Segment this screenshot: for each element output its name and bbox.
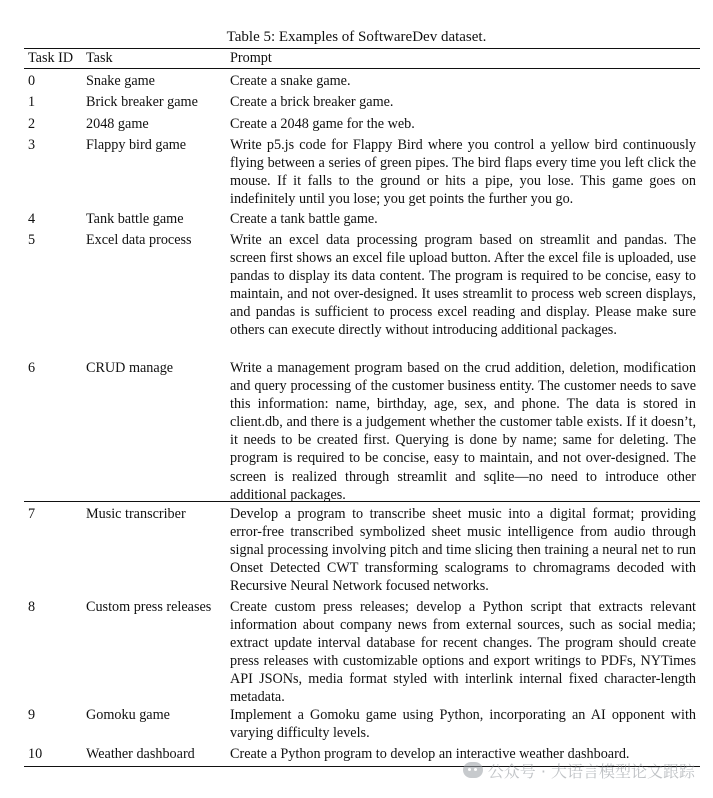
row-task: Gomoku game	[86, 707, 170, 723]
row-prompt: Write a management program based on the crud addition, deletion, modification and query processing of the customer business entity. The customer needs to save this information: name, birthday, age, sex, and phone. The data is stored in client.db, and there is a judgement whether the customer table exists. If it doesn’t, it needs to be created first. Querying is done by name; same for deleting. The program is required to be concise, easy to maintain, and not over-designed. The screen is realized through streamlit and sqlite—no need to introduce other additional packages.	[230, 360, 696, 503]
row-id: 0	[28, 73, 36, 89]
row-id: 4	[28, 211, 36, 227]
row-task: 2048 game	[86, 116, 149, 132]
row-id: 1	[28, 94, 36, 110]
watermark	[463, 758, 695, 782]
row-task: CRUD manage	[86, 360, 174, 376]
table-caption: Table 5: Examples of SoftwareDev dataset.	[226, 29, 487, 45]
row-id: 5	[28, 232, 36, 248]
row-id: 3	[28, 137, 36, 153]
row-task: Flappy bird game	[86, 137, 187, 153]
row-id: 2	[28, 116, 36, 132]
header-rule	[24, 68, 700, 69]
row-id: 7	[28, 506, 36, 522]
row-task: Snake game	[86, 73, 155, 89]
row-task: Brick breaker game	[86, 94, 198, 110]
row-prompt: Create a brick breaker game.	[230, 94, 394, 110]
row-prompt: Create a Python program to develop an interactive weather dashboard.	[230, 746, 630, 762]
header-task-id: Task ID	[28, 50, 74, 66]
section-rule	[24, 501, 700, 502]
row-task: Custom press releases	[86, 599, 212, 615]
row-prompt: Create a tank battle game.	[230, 211, 378, 227]
header-task: Task	[86, 50, 113, 66]
wechat-icon	[463, 762, 483, 778]
row-task: Weather dashboard	[86, 746, 195, 762]
row-prompt: Create custom press releases; develop a Python script that extracts relevant information about company news from external sources, such as social media; extract update interval database for recent changes. The program should create press releases with customizable options and export writings to PDFs, NYTimes API JSONs, media format styled with interlink internal fixed character-length metadata.	[230, 599, 696, 706]
row-task: Tank battle game	[86, 211, 184, 227]
row-prompt: Write an excel data processing program based on streamlit and pandas. The screen first shows an excel file upload button. After the excel file is uploaded, use pandas to display its data content. The program is required to be concise, easy to maintain, and not over-designed. It uses streamlit to process web screen displays, and pandas is sufficient to process excel reading and display. Please make sure others can execute directly without introducing additional packages.	[230, 232, 696, 339]
table-top-rule	[24, 48, 700, 49]
row-task: Excel data process	[86, 232, 192, 248]
row-prompt: Create a 2048 game for the web.	[230, 116, 415, 132]
row-id: 10	[28, 746, 43, 762]
row-task: Music transcriber	[86, 506, 186, 522]
row-prompt: Implement a Gomoku game using Python, incorporating an AI opponent with varying difficulty levels.	[230, 707, 696, 742]
row-id: 8	[28, 599, 36, 615]
header-prompt: Prompt	[230, 50, 272, 66]
row-prompt: Create a snake game.	[230, 73, 351, 89]
row-prompt: Write p5.js code for Flappy Bird where you control a yellow bird continuously flying between a series of green pipes. The bird flaps every time you left click the mouse. If it falls to the ground or hits a pipe, you lose. This game goes on indefinitely until you lose; you get points the further you go.	[230, 137, 696, 208]
row-id: 6	[28, 360, 36, 376]
row-prompt: Develop a program to transcribe sheet music into a digital format; providing error-free transcribed symbolized sheet music intelligence from audio through signal processing involving pitch and time slicing then training a neural net to run Onset Detected CWT transforming scalograms to chromagrams decoded with Recursive Neural Network focused networks.	[230, 506, 696, 595]
watermark-text: 公众号 · 大语言模型论文跟踪	[487, 761, 695, 781]
row-id: 9	[28, 707, 36, 723]
